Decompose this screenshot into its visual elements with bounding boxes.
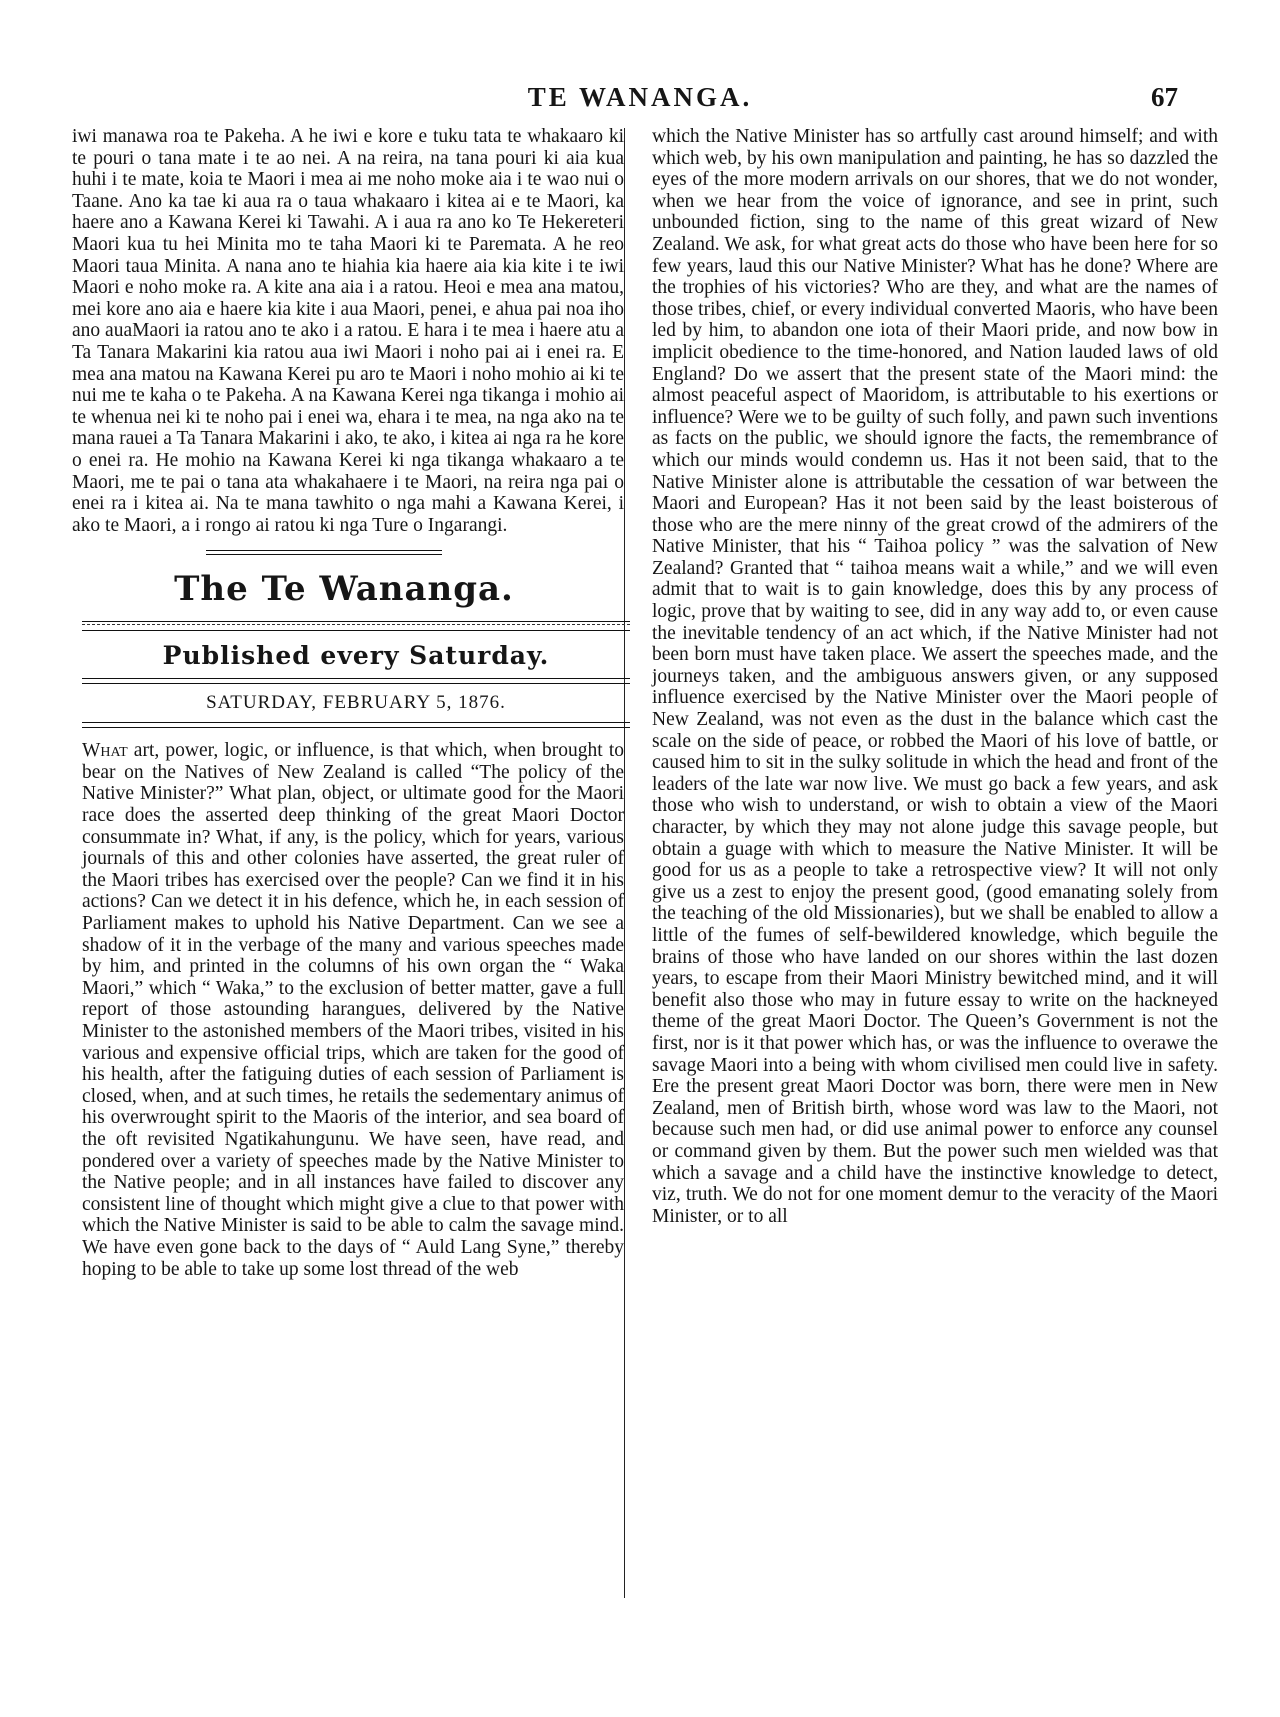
masthead-top-rule	[206, 550, 442, 555]
masthead-ornament-rule	[82, 621, 630, 631]
left-column	[58, 126, 630, 1280]
maori-paragraph: iwi manawa roa te Pakeha. A he iwi e kore e tuku tata te whakaaro ki te pouri o tana mate i te ao nei. A na reira, na tana pouri ki aia kua huhi i te mate, koia te Maori i mea ai me noho moke aia i te wao nui o Taane. Ano ka tae ki aua ra o taua whakaaro i kitea ai e te Maori, ka haere ano a Kawana Kerei ki Tawahi. A i aua ra ano ko Te Hekereteri Maori kua tu hei Minita mo te taha Maori ki te Paremata. A he reo Maori taua Minita. A nana ano te hiahia kia haere aia kia kite i te iwi Maori e noho moke ra. A kite ana aia i a ratou. Heoi e mea ana matou, mei kore ano aia e haere kia kite i aua Maori, penei, e ahua pai noa iho ano auaMaori ia ratou ano te ako i a ratou. E hara i te mea i haere atu a Ta Tanara Makarini kia ratou aua iwi Maori i noho pai ai i enei ra. E mea ana matou na Kawana Kerei pu aro te Maori i noho mohio ai ki te nui me te kaha o te Pakeha. A na Kawana Kerei nga tikanga i mohio ai te whenua nei ki te noho pai i enei wa, ehara i te mea, na nga ako na te mana rauei a Ta Tanara Makarini i ako, te ako, i kitea ai nga ra he kore o enei ra. He mohio na Kawana Kerei ki nga tikanga whakaaro a te Maori, me te pai o tana ata whakahaere i te Maori, na reira nga pai o enei ra i kitea ai. Na te mana tawhito o nga mahi a Kawana Kerei, i ako te Maori, a i rongo ai ratou ki nga Ture o Ingarangi.	[72, 126, 624, 536]
article-continued-paragraph: which the Native Minister has so artfully cast around himself; and with which web, by his own manipulation and painting, he has so dazzled the eyes of the more modern arrivals on our shores, that we do not wonder, when we hear from the voice of ignorance, and see in print, such unbounded fiction, sing to the name of this great wizard of New Zealand. We ask, for what great acts do those who have been here for so few years, laud this our Native Minister? What has he done? Where are the trophies of his victories? Who are they, and what are the names of those tribes, chief, or every individual converted Maoris, who have been led by him, to abandon one iota of their Maori pride, and now bow in implicit obedience to the time-honored, and Nation lauded laws of old England? Do we assert that the present state of the Maori mind: the almost peaceful aspect of Maoridom, is attributable to his exertions or influence? Were we to be guilty of such folly, and pawn such inventions as facts on the public, we should ignore the facts, the remembrance of which our minds would condemn us. Has it not been said, that to the Native Minister alone is attributable the cessation of war between the Maori and European? Has it not been said by the least boisterous of those who are the mere ninny of the great crowd of the admirers of the Native Minister, that his “ Taihoa policy ” was the salvation of New Zealand? Granted that “ taihoa means wait a while,” and we will even admit that to wait is to gain knowledge, does this by any process of logic, prove that by waiting to see, did in any way add to, or even cause the inevitable tendency of an act which, if the Native Minister had not been born must have taken place. We assert the speeches made, and the journeys taken, and the ambiguous answers given, or any supposed influence exercised by the Native Minister over the Maori people of New Zealand, was not even as the dust in the balance which cast the scale on the side of peace, or robbed the Maori of his love of battle, or caused him to sit in the sulky solitude in which the head and front of the leaders of the late war now live. We must go back a few years, and ask those who wish to understand, or wish to obtain a view of the Maori character, by which they may not alone judge this savage people, but obtain a guage with which to measure the Native Minister. It will be good for us as a people to take a retrospective view? It will not only give us a zest to enjoy the present good, (good emanating solely from the teaching of the old Missionaries), but we shall be enabled to allow a little of the fumes of self-bewildered knowledge, which beguile the brains of those who have landed on our shores within the last dozen years, to escape from their Maori Ministry bewitched mind, and it will benefit also those who may in future essay to write on the hackneyed theme of the great Maori Doctor. The Queen’s Government is not the first, nor is it that power which has, or was the influence to overawe the savage Maori into a being with whom civilised men could live in safety. Ere the present great Maori Doctor was born, there were men in New Zealand, men of British birth, whose word was law to the Maori, not because such men had, or did use animal power to enforce any counsel or command given by them. But the power such men wielded was that which a savage and a child have the instinctive knowledge to detect, viz, truth. We do not for one moment demur to the veracity of the Maori Minister, or to all	[652, 126, 1218, 1227]
date-bottom-rule	[82, 722, 630, 728]
article-body-text: art, power, logic, or influence, is that which, when brought to bear on the Natives of New Zealand is called “The policy of the Native Minister?” What plan, object, or ultimate good for the Maori race does the asserted deep thinking of the great Maori Doctor consummate in? What, if any, is the policy, which for years, various journals of this and other colonies have asserted, the great ruler of the Maori tribes has exercised over the people? Can we find it in his actions? Can we detect it in his defence, which he, in each session of Parliament makes to uphold his Native Department. Can we see a shadow of it in the verbage of the many and various speeches made by him, and printed in the columns of his own organ the “ Waka Maori,” which “ Waka,” to the exclusion of better matter, gave a full report of those astounding harangues, delivered by the Native Minister to the astonished members of the Maori tribes, visited in his various and expensive official trips, which are taken for the good of his health, after the fatiguing duties of each session of Parliament is closed, when, and at such times, he retails the sedementary animus of his overwrought spirit to the Maoris of the interior, and sea board of the oft revisited Ngatikahungunu. We have seen, have read, and pondered over a variety of speeches made by the Native Minister to the Native people; and in all instances have failed to discover any consistent line of thought which might give a clue to that power with which the Native Minister is said to be able to calm the savage mind. We have even gone back to the days of “ Auld Lang Syne,” thereby hoping to be able to take up some lost thread of the web	[82, 740, 624, 1280]
issue-date: SATURDAY, FEBRUARY 5, 1876.	[206, 692, 506, 714]
right-column	[632, 126, 1222, 1227]
article-first-words: What	[82, 740, 128, 762]
page-header	[0, 80, 1280, 120]
publication-notice: Published every Saturday.	[162, 641, 550, 671]
masthead	[58, 550, 630, 728]
paper-name: The Te Wananga.	[174, 569, 514, 610]
running-title: TE WANANGA.	[527, 82, 753, 112]
date-top-rule	[82, 678, 630, 684]
leading-article-paragraph	[58, 740, 630, 1280]
page-number: 67	[1151, 82, 1178, 112]
